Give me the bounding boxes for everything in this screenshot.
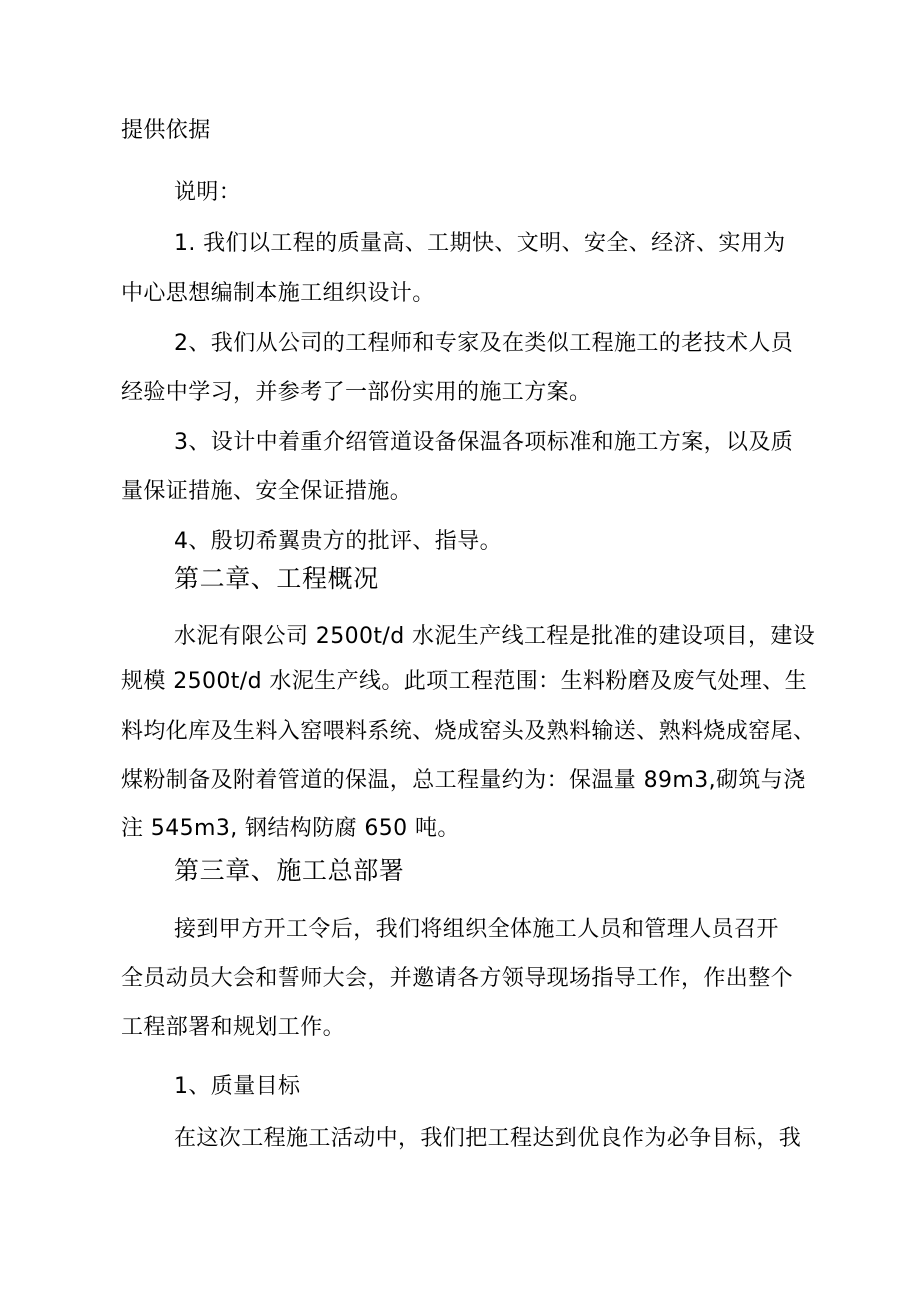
section-1-title: 1、质量目标 <box>174 1074 301 1099</box>
chapter-2-line-4: 煤粉制备及附着管道的保温，总工程量约为：保温量 89m3,砌筑与浇 <box>121 768 806 793</box>
chapter-2-title: 第二章、工程概况 <box>174 564 379 593</box>
chapter-2-line-1: 水泥有限公司 2500t/d 水泥生产线工程是批准的建设项目，建设 <box>174 624 816 649</box>
chapter-3-line-2: 全员动员大会和誓师大会，并邀请各方领导现场指导工作，作出整个 <box>121 966 794 991</box>
note-2-line-1: 2、我们从公司的工程师和专家及在类似工程施工的老技术人员 <box>174 331 794 356</box>
note-3-line-2: 量保证措施、安全保证措施。 <box>121 479 413 504</box>
chapter-2-line-2: 规模 2500t/d 水泥生产线。此项工程范围：生料粉磨及废气处理、生 <box>121 669 807 694</box>
section-1-line-1: 在这次工程施工活动中，我们把工程达到优良作为必争目标，我 <box>174 1126 802 1151</box>
note-2-line-2: 经验中学习，并参考了一部份实用的施工方案。 <box>121 380 592 405</box>
note-label: 说明： <box>174 180 242 205</box>
chapter-3-title: 第三章、施工总部署 <box>174 856 405 885</box>
note-1-line-2: 中心思想编制本施工组织设计。 <box>121 281 435 306</box>
note-4-line-1: 4、殷切希翼贵方的批评、指导。 <box>174 529 502 554</box>
chapter-2-line-5: 注 545m3, 钢结构防腐 650 吨。 <box>121 816 460 841</box>
note-1-line-1: 1. 我们以工程的质量高、工期快、文明、安全、经济、实用为 <box>174 231 786 256</box>
chapter-3-line-3: 工程部署和规划工作。 <box>121 1015 346 1040</box>
note-3-line-1: 3、设计中着重介绍管道设备保温各项标准和施工方案，以及质 <box>174 430 794 455</box>
chapter-2-line-3: 料均化库及生料入窑喂料系统、烧成窑头及熟料输送、熟料烧成窑尾、 <box>121 719 816 744</box>
chapter-3-line-1: 接到甲方开工令后，我们将组织全体施工人员和管理人员召开 <box>174 917 779 942</box>
intro-continuation: 提供依据 <box>121 118 211 143</box>
